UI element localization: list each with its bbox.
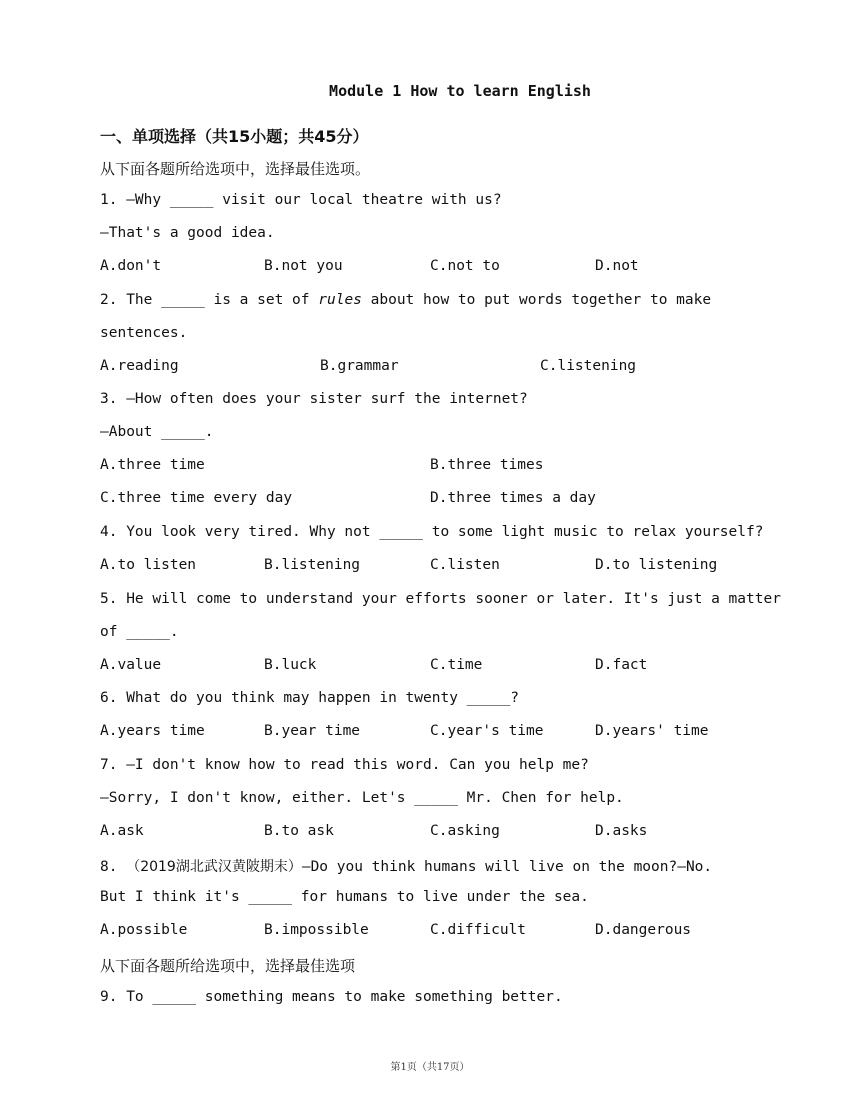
question-8-continuation: But I think it's _____ for humans to live under the sea. xyxy=(100,889,589,905)
option-d[interactable]: D.not xyxy=(595,258,639,274)
option-b[interactable]: B.three times xyxy=(430,457,544,473)
option-b[interactable]: B.not you xyxy=(264,258,343,274)
option-c[interactable]: C.listen xyxy=(430,557,500,573)
option-c[interactable]: C.not to xyxy=(430,258,500,274)
question-3: 3. —How often does your sister surf the internet? xyxy=(100,391,528,407)
option-a[interactable]: A.value xyxy=(100,657,162,673)
page-footer: 第1页（共17页） xyxy=(390,1062,470,1073)
question-8-source: （2019湖北武汉黄陂期末） xyxy=(126,859,302,875)
question-5-continuation: of _____. xyxy=(100,624,179,640)
question-2-suffix: about how to put words together to make xyxy=(361,292,712,308)
question-1: 1. —Why _____ visit our local theatre with us? xyxy=(100,192,502,208)
option-a[interactable]: A.reading xyxy=(100,358,179,374)
option-d[interactable]: D.dangerous xyxy=(595,922,692,938)
option-c[interactable]: C.asking xyxy=(430,823,500,839)
option-a[interactable]: A.three time xyxy=(100,457,205,473)
question-8 xyxy=(100,856,712,876)
option-d[interactable]: D.fact xyxy=(595,657,648,673)
question-8-prefix: 8. xyxy=(100,859,127,875)
option-b[interactable]: B.luck xyxy=(264,657,317,673)
question-5: 5. He will come to understand your efforts sooner or later. It's just a matter xyxy=(100,591,781,607)
option-c[interactable]: C.year's time xyxy=(430,723,544,739)
option-a[interactable]: A.years time xyxy=(100,723,205,739)
question-1-response: —That's a good idea. xyxy=(100,225,275,241)
question-7: 7. —I don't know how to read this word. Can you help me? xyxy=(100,757,589,773)
option-c[interactable]: C.listening xyxy=(540,358,637,374)
option-c[interactable]: C.three time every day xyxy=(100,490,293,506)
option-d[interactable]: D.asks xyxy=(595,823,648,839)
question-2-continuation: sentences. xyxy=(100,325,188,341)
option-a[interactable]: A.don't xyxy=(100,258,162,274)
question-2 xyxy=(100,292,711,308)
document-title: Module 1 How to learn English xyxy=(329,82,591,100)
question-6: 6. What do you think may happen in twenty _____? xyxy=(100,690,520,706)
option-b[interactable]: B.grammar xyxy=(320,358,399,374)
question-3-response: —About _____. xyxy=(100,424,214,440)
option-a[interactable]: A.possible xyxy=(100,922,188,938)
option-a[interactable]: A.to listen xyxy=(100,557,197,573)
option-c[interactable]: C.difficult xyxy=(430,922,527,938)
option-d[interactable]: D.three times a day xyxy=(430,490,596,506)
question-7-response: —Sorry, I don't know, either. Let's _____ Mr. Chen for help. xyxy=(100,790,624,806)
question-4: 4. You look very tired. Why not _____ to some light music to relax yourself? xyxy=(100,524,764,540)
question-2-prefix: 2. The _____ is a set of xyxy=(100,292,319,308)
option-d[interactable]: D.to listening xyxy=(595,557,718,573)
option-b[interactable]: B.year time xyxy=(264,723,361,739)
option-a[interactable]: A.ask xyxy=(100,823,144,839)
option-b[interactable]: B.listening xyxy=(264,557,361,573)
question-9: 9. To _____ something means to make something better. xyxy=(100,989,563,1005)
option-d[interactable]: D.years' time xyxy=(595,723,709,739)
option-c[interactable]: C.time xyxy=(430,657,483,673)
option-b[interactable]: B.impossible xyxy=(264,922,369,938)
instruction-text-2: 从下面各题所给选项中，选择最佳选项 xyxy=(100,957,356,975)
question-8-text: —Do you think humans will live on the moon?—No. xyxy=(301,859,713,875)
question-2-italic: rules xyxy=(318,292,362,308)
instruction-text: 从下面各题所给选项中，选择最佳选项。 xyxy=(100,160,371,178)
section-heading: 一、单项选择（共15小题；共45分） xyxy=(100,127,369,146)
option-b[interactable]: B.to ask xyxy=(264,823,334,839)
